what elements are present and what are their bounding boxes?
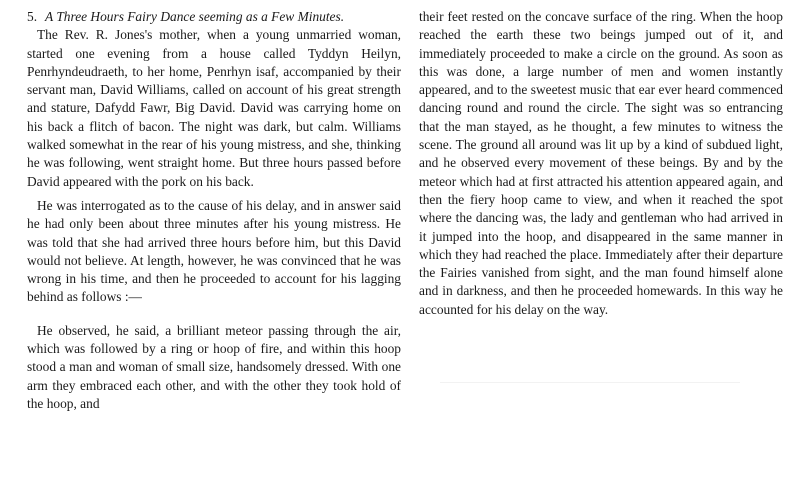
section-title: A Three Hours Fairy Dance seeming as a Few Minutes. (45, 9, 345, 24)
section-heading (27, 8, 401, 26)
right-column (419, 8, 783, 319)
paragraph-1: The Rev. R. Jones's mother, when a young unmarried woman, started one evening from a house called Tyddyn Heilyn, Penrhyndeudraeth, to her home, Penrhyn isaf, accompanied by their servant man, David Williams, called on account of his great strength and stature, Dafydd Fawr, Big David. David was carrying home on his back a flitch of bacon. The night was dark, but calm. Williams walked somewhat in the rear of his young mistress, and she, thinking he was following, went straight home. But three hours passed before David appeared with the pork on his back. (27, 27, 401, 189)
paragraph-3-continued: their feet rested on the concave surface of the ring. When the hoop reached the earth these two beings jumped out of it, and immediately proceeded to make a circle on the ground. As soon as this was done, a large number of men and women instantly appeared, and to the sweetest music that ear ever heard commenced dancing round and round the circle. The sight was so entrancing that the man stayed, as he thought, a few minutes to witness the scene. The ground all around was lit up by a kind of subdued light, and he observed every movement of these beings. By and by the meteor which had at first attracted his attention appeared again, and then the fiery hoop came to view, and when it reached the spot where the dancing was, the lady and gentleman who had arrived in it jumped into the hoop, and disappeared in the same manner in which they had reached the place. Immediately after their departure the Fairies vanished from sight, and the man found himself alone and in darkness, and then he proceeded homewards. In this way he accounted for his delay on the way. (419, 9, 783, 317)
left-column (27, 8, 401, 413)
paragraph-3: He observed, he said, a brilliant meteor passing through the air, which was followed by a ring or hoop of fire, and within this hoop stood a man and woman of small size, handsomely dressed. With one arm they embraced each other, and with the other they took hold of the hoop, and (27, 322, 401, 411)
faint-line-artifact (440, 382, 740, 383)
section-number: 5. (27, 9, 38, 24)
paragraph-2: He was interrogated as to the cause of his delay, and in answer said he had only been about three minutes after his young mistress. He was told that she had arrived three hours before him, but this David would not believe. At length, however, he was convinced that he was wrong in his time, and then he proceeded to account for his lagging behind as follows :— (27, 197, 401, 305)
